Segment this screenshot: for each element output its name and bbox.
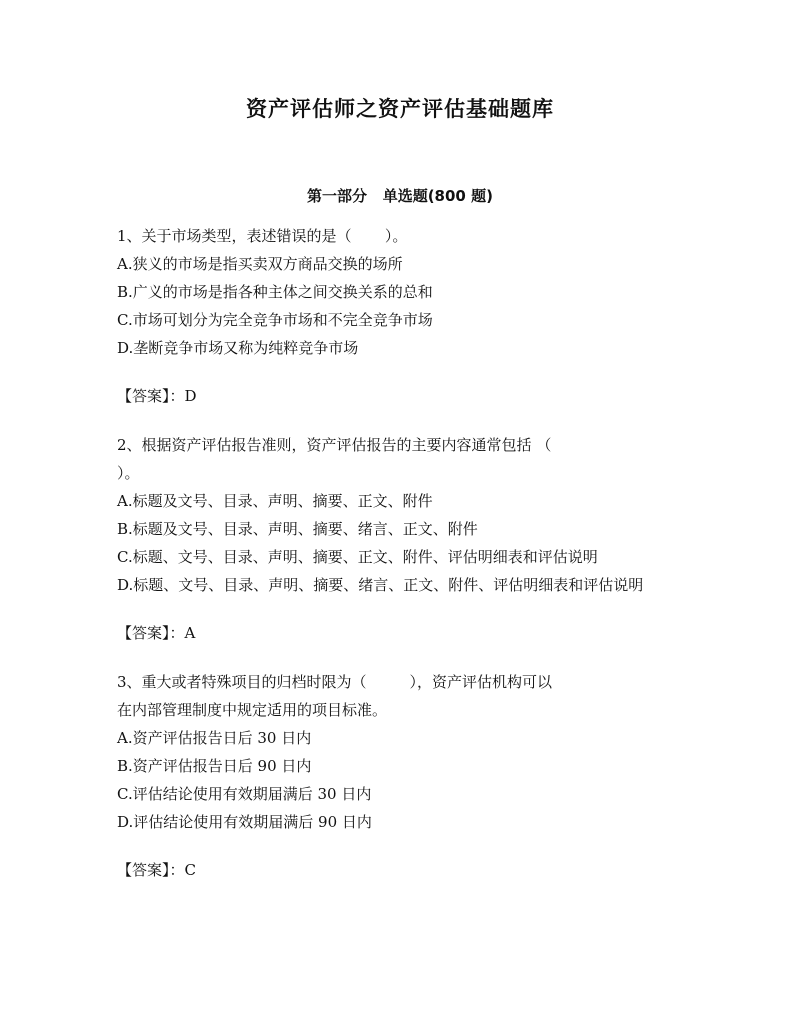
question-block-2 (117, 431, 679, 647)
option-b: B.标题及文号、目录、声明、摘要、绪言、正文、附件 (117, 520, 478, 538)
option-b: B.广义的市场是指各种主体之间交换关系的总和 (117, 283, 433, 301)
option-a: A.标题及文号、目录、声明、摘要、正文、附件 (117, 492, 433, 510)
question-stem (117, 431, 679, 487)
option-c: C.市场可划分为完全竞争市场和不完全竞争市场 (117, 311, 433, 329)
option-b: B.资产评估报告日后 90 日内 (117, 757, 312, 775)
question-stem-line: 1、关于市场类型，表述错误的是（ ）。 (117, 227, 408, 245)
answer-label: 【答案】：C (117, 861, 196, 879)
question-stem (117, 668, 679, 724)
question-stem-line: 2、根据资产评估报告准则，资产评估报告的主要内容通常包括 （ (117, 436, 552, 454)
option-a: A.狭义的市场是指买卖双方商品交换的场所 (117, 255, 403, 273)
question-block-1 (117, 222, 679, 410)
page-title: 资产评估师之资产评估基础题库 (246, 97, 554, 121)
option-d: D.标题、文号、目录、声明、摘要、绪言、正文、附件、评估明细表和评估说明 (117, 576, 644, 594)
question-block-3 (117, 668, 679, 884)
section-title: 第一部分 单选题(800 题) (307, 187, 493, 205)
question-stem (117, 222, 679, 250)
option-a: A.资产评估报告日后 30 日内 (117, 729, 312, 747)
question-stem-line: 3、重大或者特殊项目的归档时限为（ ），资产评估机构可以 (117, 673, 552, 691)
question-stem-line: 在内部管理制度中规定适用的项目标准。 (117, 701, 388, 719)
answer-label: 【答案】：D (117, 387, 197, 405)
option-d: D.垄断竞争市场又称为纯粹竞争市场 (117, 339, 359, 357)
option-c: C.标题、文号、目录、声明、摘要、正文、附件、评估明细表和评估说明 (117, 548, 598, 566)
option-d: D.评估结论使用有效期届满后 90 日内 (117, 813, 372, 831)
question-list (117, 222, 679, 884)
answer-label: 【答案】：A (117, 624, 196, 642)
question-stem-line: ）。 (117, 464, 140, 482)
option-c: C.评估结论使用有效期届满后 30 日内 (117, 785, 372, 803)
